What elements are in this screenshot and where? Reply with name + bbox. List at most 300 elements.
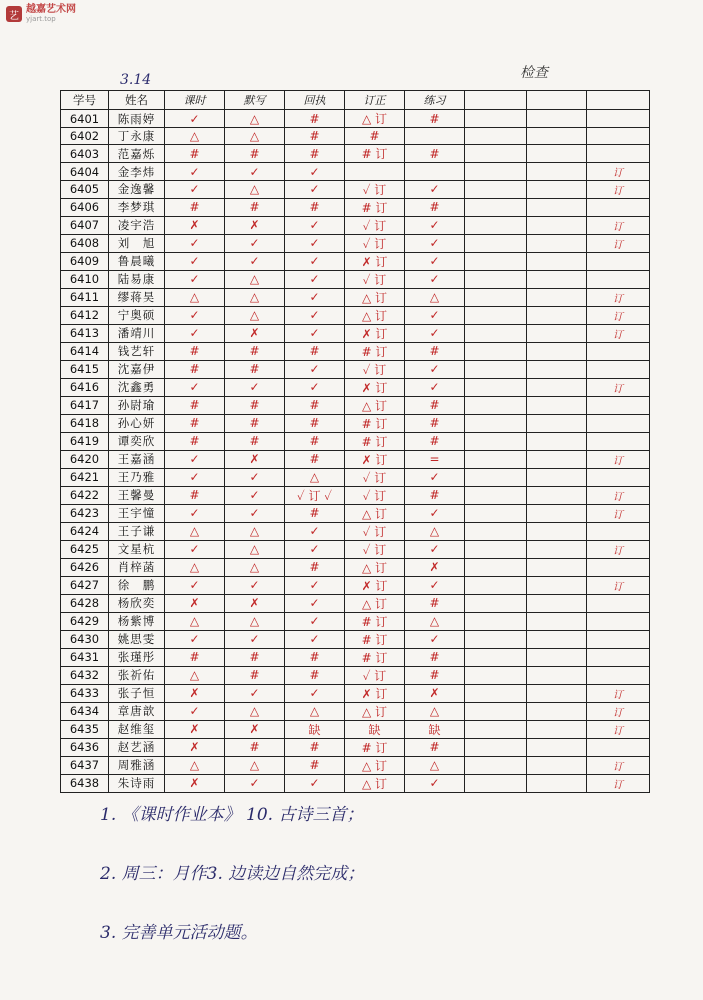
mark-cell: △ (165, 128, 225, 145)
student-id-cell: 6412 (61, 306, 109, 324)
note-cell (587, 252, 650, 270)
student-name-cell: 丁永康 (109, 128, 165, 145)
student-id-cell: 6431 (61, 648, 109, 666)
mark-cell: # 订 (345, 145, 405, 163)
mark-cell: # (165, 198, 225, 216)
header-col-6 (465, 91, 527, 110)
student-name-cell: 徐 鹏 (109, 576, 165, 594)
mark-cell: # (225, 198, 285, 216)
table-row (61, 540, 650, 558)
empty-cell (465, 594, 527, 612)
watermark-logo-icon: 艺 (6, 6, 22, 22)
mark-cell: ✓ (165, 234, 225, 252)
empty-cell (465, 738, 527, 756)
mark-cell: ✓ (165, 180, 225, 198)
student-id-cell: 6419 (61, 432, 109, 450)
student-id-cell: 6438 (61, 774, 109, 792)
mark-cell: ✓ (165, 163, 225, 180)
mark-cell: # (405, 432, 465, 450)
student-id-cell: 6406 (61, 198, 109, 216)
mark-cell: ✓ (405, 306, 465, 324)
empty-cell (527, 648, 587, 666)
table-row (61, 145, 650, 163)
student-name-cell: 王馨曼 (109, 486, 165, 504)
mark-cell: ✗ 订 (345, 252, 405, 270)
mark-cell: △ (165, 756, 225, 774)
mark-cell: ✓ (285, 216, 345, 234)
mark-cell: 缺 (285, 720, 345, 738)
student-name-cell: 文星杭 (109, 540, 165, 558)
mark-cell: ✓ (405, 504, 465, 522)
note-cell (587, 128, 650, 145)
mark-cell: # (405, 396, 465, 414)
empty-cell (527, 145, 587, 163)
mark-cell: # (165, 432, 225, 450)
mark-cell: ✓ (405, 540, 465, 558)
mark-cell: ✓ (225, 378, 285, 396)
mark-cell: # (285, 756, 345, 774)
mark-cell: ✓ 订 (345, 522, 405, 540)
table-row (61, 612, 650, 630)
mark-cell: △ 订 (345, 306, 405, 324)
date-label: 3.14 (120, 72, 152, 88)
mark-cell: ✗ 订 (345, 450, 405, 468)
mark-cell: ✗ (165, 774, 225, 792)
mark-cell: ✓ 订 (345, 468, 405, 486)
note-cell: 订 (587, 306, 650, 324)
note-cell: 订 (587, 378, 650, 396)
student-id-cell: 6410 (61, 270, 109, 288)
note-cell: 订 (587, 720, 650, 738)
mark-cell: # (165, 486, 225, 504)
mark-cell: △ (405, 612, 465, 630)
table-row (61, 128, 650, 145)
student-name-cell: 周雅涵 (109, 756, 165, 774)
empty-cell (465, 110, 527, 128)
mark-cell: # (285, 432, 345, 450)
mark-cell: ✓ (285, 180, 345, 198)
empty-cell (465, 558, 527, 576)
empty-cell (527, 702, 587, 720)
table-header-row (61, 91, 650, 110)
empty-cell (527, 306, 587, 324)
empty-cell (465, 450, 527, 468)
student-id-cell: 6422 (61, 486, 109, 504)
empty-cell (465, 684, 527, 702)
empty-cell (527, 540, 587, 558)
mark-cell: ✓ (285, 612, 345, 630)
mark-cell: # (225, 414, 285, 432)
empty-cell (527, 486, 587, 504)
mark-cell: ✓ (165, 504, 225, 522)
mark-cell: △ (165, 288, 225, 306)
mark-cell (405, 128, 465, 145)
student-id-cell: 6401 (61, 110, 109, 128)
table-row (61, 666, 650, 684)
mark-cell: △ 订 (345, 288, 405, 306)
mark-cell: # (405, 666, 465, 684)
table-row (61, 342, 650, 360)
mark-cell: △ (405, 522, 465, 540)
mark-cell: ✗ (225, 594, 285, 612)
watermark-url: yjart.top (26, 15, 56, 23)
empty-cell (527, 180, 587, 198)
empty-cell (465, 468, 527, 486)
student-name-cell: 金逸馨 (109, 180, 165, 198)
mark-cell: ✗ (225, 450, 285, 468)
table-row (61, 576, 650, 594)
mark-cell: △ (165, 558, 225, 576)
mark-cell: △ (225, 128, 285, 145)
table-row (61, 324, 650, 342)
student-name-cell: 肖梓菡 (109, 558, 165, 576)
note-cell: 订 (587, 234, 650, 252)
student-id-cell: 6429 (61, 612, 109, 630)
student-id-cell: 6418 (61, 414, 109, 432)
mark-cell: # (225, 360, 285, 378)
mark-cell: △ (225, 756, 285, 774)
mark-cell: ✓ (285, 288, 345, 306)
mark-cell: # (285, 504, 345, 522)
table-row (61, 252, 650, 270)
student-id-cell: 6424 (61, 522, 109, 540)
empty-cell (527, 594, 587, 612)
mark-cell: ✓ (285, 270, 345, 288)
mark-cell: ✓ 订 (345, 216, 405, 234)
student-id-cell: 6432 (61, 666, 109, 684)
mark-cell: ✓ 订 (345, 666, 405, 684)
header-col-2: 默写 (225, 91, 285, 110)
note-cell (587, 432, 650, 450)
empty-cell (465, 504, 527, 522)
mark-cell: # 订 (345, 432, 405, 450)
notes-block (100, 800, 364, 977)
mark-cell: # (165, 342, 225, 360)
student-id-cell: 6414 (61, 342, 109, 360)
student-name-cell: 姚思雯 (109, 630, 165, 648)
mark-cell: △ (225, 558, 285, 576)
empty-cell (527, 720, 587, 738)
mark-cell: # (285, 110, 345, 128)
mark-cell: ✓ 订 (345, 180, 405, 198)
mark-cell: ✗ (165, 594, 225, 612)
note-cell: 订 (587, 450, 650, 468)
mark-cell: △ 订 (345, 774, 405, 792)
empty-cell (465, 288, 527, 306)
mark-cell: ✓ (285, 540, 345, 558)
empty-cell (465, 234, 527, 252)
student-id-cell: 6403 (61, 145, 109, 163)
note-cell: 订 (587, 504, 650, 522)
mark-cell: ✗ (405, 558, 465, 576)
empty-cell (465, 324, 527, 342)
table-row (61, 216, 650, 234)
mark-cell: ✓ (165, 630, 225, 648)
checker-label: 检查 (520, 65, 548, 81)
mark-cell: ✓ (165, 324, 225, 342)
student-name-cell: 范嘉烁 (109, 145, 165, 163)
empty-cell (465, 378, 527, 396)
mark-cell: ✓ (225, 576, 285, 594)
watermark (6, 5, 76, 23)
empty-cell (527, 738, 587, 756)
mark-cell: ✓ (285, 576, 345, 594)
student-id-cell: 6428 (61, 594, 109, 612)
table-row (61, 684, 650, 702)
mark-cell: ✓ (165, 468, 225, 486)
mark-cell: △ (405, 756, 465, 774)
mark-cell: # 订 (345, 342, 405, 360)
mark-cell: ✓ (165, 450, 225, 468)
student-id-cell: 6420 (61, 450, 109, 468)
mark-cell: ✓ (165, 378, 225, 396)
student-name-cell: 沈嘉伊 (109, 360, 165, 378)
student-id-cell: 6436 (61, 738, 109, 756)
mark-cell: △ (405, 702, 465, 720)
mark-cell: # (165, 414, 225, 432)
empty-cell (465, 432, 527, 450)
student-name-cell: 杨紫博 (109, 612, 165, 630)
mark-cell: # (405, 145, 465, 163)
student-id-cell: 6423 (61, 504, 109, 522)
student-id-cell: 6413 (61, 324, 109, 342)
table-row (61, 288, 650, 306)
mark-cell: # (285, 145, 345, 163)
mark-cell: ✓ (165, 702, 225, 720)
student-id-cell: 6417 (61, 396, 109, 414)
empty-cell (527, 558, 587, 576)
mark-cell: ✓ (405, 630, 465, 648)
mark-cell: # (405, 594, 465, 612)
note-line-2: 2. 周三：月作3. 边读边自然完成； (100, 864, 365, 884)
note-cell (587, 666, 650, 684)
table-row (61, 110, 650, 128)
empty-cell (527, 522, 587, 540)
mark-cell: 缺 (405, 720, 465, 738)
mark-cell: # (405, 486, 465, 504)
empty-cell (527, 378, 587, 396)
empty-cell (527, 504, 587, 522)
mark-cell (405, 163, 465, 180)
student-name-cell: 赵艺涵 (109, 738, 165, 756)
mark-cell: ✗ 订 (345, 684, 405, 702)
mark-cell: △ 订 (345, 504, 405, 522)
note-cell: 订 (587, 702, 650, 720)
student-name-cell: 孙心妍 (109, 414, 165, 432)
note-cell: 订 (587, 684, 650, 702)
mark-cell: ✓ (165, 252, 225, 270)
mark-cell: △ (225, 288, 285, 306)
empty-cell (465, 540, 527, 558)
table-row (61, 270, 650, 288)
student-id-cell: 6430 (61, 630, 109, 648)
mark-cell: ✓ 订 (345, 234, 405, 252)
mark-cell: ✓ (225, 504, 285, 522)
empty-cell (465, 145, 527, 163)
mark-cell: ✓ (405, 252, 465, 270)
mark-cell: # (225, 145, 285, 163)
table-row (61, 522, 650, 540)
mark-cell: # (405, 738, 465, 756)
student-name-cell: 孙尉瑜 (109, 396, 165, 414)
header-col-1: 课时 (165, 91, 225, 110)
mark-cell: ✓ (405, 180, 465, 198)
mark-cell: ✗ 订 (345, 576, 405, 594)
note-cell: 订 (587, 486, 650, 504)
empty-cell (465, 666, 527, 684)
mark-cell: # (285, 342, 345, 360)
mark-cell: ✓ (285, 594, 345, 612)
empty-cell (465, 486, 527, 504)
student-name-cell: 谭奕欣 (109, 432, 165, 450)
empty-cell (465, 702, 527, 720)
student-name-cell: 凌宇浩 (109, 216, 165, 234)
empty-cell (465, 342, 527, 360)
mark-cell: ✓ (165, 540, 225, 558)
mark-cell: ✓ 订 (345, 360, 405, 378)
table-row (61, 558, 650, 576)
note-cell (587, 396, 650, 414)
note-cell: 订 (587, 324, 650, 342)
student-id-cell: 6421 (61, 468, 109, 486)
mark-cell: # (405, 414, 465, 432)
mark-cell: ✗ (165, 216, 225, 234)
mark-cell: # (165, 648, 225, 666)
student-name-cell: 陈雨婷 (109, 110, 165, 128)
student-id-cell: 6405 (61, 180, 109, 198)
empty-cell (465, 163, 527, 180)
empty-cell (527, 684, 587, 702)
note-cell (587, 414, 650, 432)
mark-cell: △ (225, 612, 285, 630)
mark-cell: ✗ 订 (345, 378, 405, 396)
mark-cell: ✓ 订 (345, 270, 405, 288)
mark-cell: △ (225, 702, 285, 720)
mark-cell: △ (225, 522, 285, 540)
empty-cell (465, 756, 527, 774)
mark-cell: # (285, 666, 345, 684)
empty-cell (527, 432, 587, 450)
empty-cell (527, 342, 587, 360)
note-cell (587, 612, 650, 630)
header-student-name: 姓名 (109, 91, 165, 110)
mark-cell: ✗ (225, 720, 285, 738)
mark-cell: △ 订 (345, 702, 405, 720)
empty-cell (465, 630, 527, 648)
empty-cell (527, 756, 587, 774)
mark-cell: ✓ (285, 360, 345, 378)
table-row (61, 594, 650, 612)
note-cell: 订 (587, 180, 650, 198)
empty-cell (465, 720, 527, 738)
mark-cell: # (225, 342, 285, 360)
empty-cell (465, 522, 527, 540)
table-row (61, 414, 650, 432)
student-name-cell: 李梦琪 (109, 198, 165, 216)
note-cell (587, 738, 650, 756)
mark-cell: △ (285, 702, 345, 720)
note-cell (587, 648, 650, 666)
mark-cell: ✓ (225, 252, 285, 270)
mark-cell: # 订 (345, 198, 405, 216)
empty-cell (465, 180, 527, 198)
mark-cell: △ (165, 612, 225, 630)
mark-cell (345, 163, 405, 180)
empty-cell (527, 270, 587, 288)
empty-cell (465, 198, 527, 216)
mark-cell: # 订 (345, 738, 405, 756)
empty-cell (527, 324, 587, 342)
student-id-cell: 6416 (61, 378, 109, 396)
table-row (61, 378, 650, 396)
note-cell (587, 145, 650, 163)
mark-cell: ✓ (285, 163, 345, 180)
mark-cell: # (225, 648, 285, 666)
mark-cell: ✓ (165, 576, 225, 594)
student-id-cell: 6427 (61, 576, 109, 594)
mark-cell: ✓ 订 (345, 486, 405, 504)
note-cell (587, 110, 650, 128)
mark-cell: ✓ (405, 324, 465, 342)
student-name-cell: 王宇憧 (109, 504, 165, 522)
table-row (61, 396, 650, 414)
mark-cell: ✓ (285, 378, 345, 396)
table-row (61, 504, 650, 522)
student-name-cell: 朱诗雨 (109, 774, 165, 792)
note-cell (587, 342, 650, 360)
student-id-cell: 6425 (61, 540, 109, 558)
empty-cell (465, 774, 527, 792)
mark-cell: △ (225, 270, 285, 288)
mark-cell: # (405, 648, 465, 666)
mark-cell: ✗ (165, 738, 225, 756)
table-row (61, 720, 650, 738)
mark-cell: ✓ (225, 774, 285, 792)
table-row (61, 756, 650, 774)
homework-table (60, 90, 650, 793)
mark-cell: # (285, 450, 345, 468)
mark-cell: ✓ (285, 324, 345, 342)
student-id-cell: 6402 (61, 128, 109, 145)
table-body (61, 110, 650, 793)
empty-cell (527, 163, 587, 180)
mark-cell: # (165, 145, 225, 163)
mark-cell: △ 订 (345, 110, 405, 128)
mark-cell: △ (285, 468, 345, 486)
mark-cell: # (225, 396, 285, 414)
mark-cell: # (225, 432, 285, 450)
student-name-cell: 张祈佑 (109, 666, 165, 684)
mark-cell: # 订 (345, 648, 405, 666)
table-row (61, 163, 650, 180)
student-id-cell: 6407 (61, 216, 109, 234)
mark-cell: ✓ 订 (345, 540, 405, 558)
student-id-cell: 6433 (61, 684, 109, 702)
mark-cell: △ (225, 306, 285, 324)
mark-cell: ✓ (285, 684, 345, 702)
table-row (61, 360, 650, 378)
mark-cell: △ 订 (345, 594, 405, 612)
header-col-8 (587, 91, 650, 110)
student-id-cell: 6437 (61, 756, 109, 774)
mark-cell: # (345, 128, 405, 145)
mark-cell: ✓ (225, 234, 285, 252)
mark-cell: ✓ (285, 774, 345, 792)
student-id-cell: 6435 (61, 720, 109, 738)
table-row (61, 306, 650, 324)
note-cell: 订 (587, 216, 650, 234)
mark-cell: # (405, 110, 465, 128)
